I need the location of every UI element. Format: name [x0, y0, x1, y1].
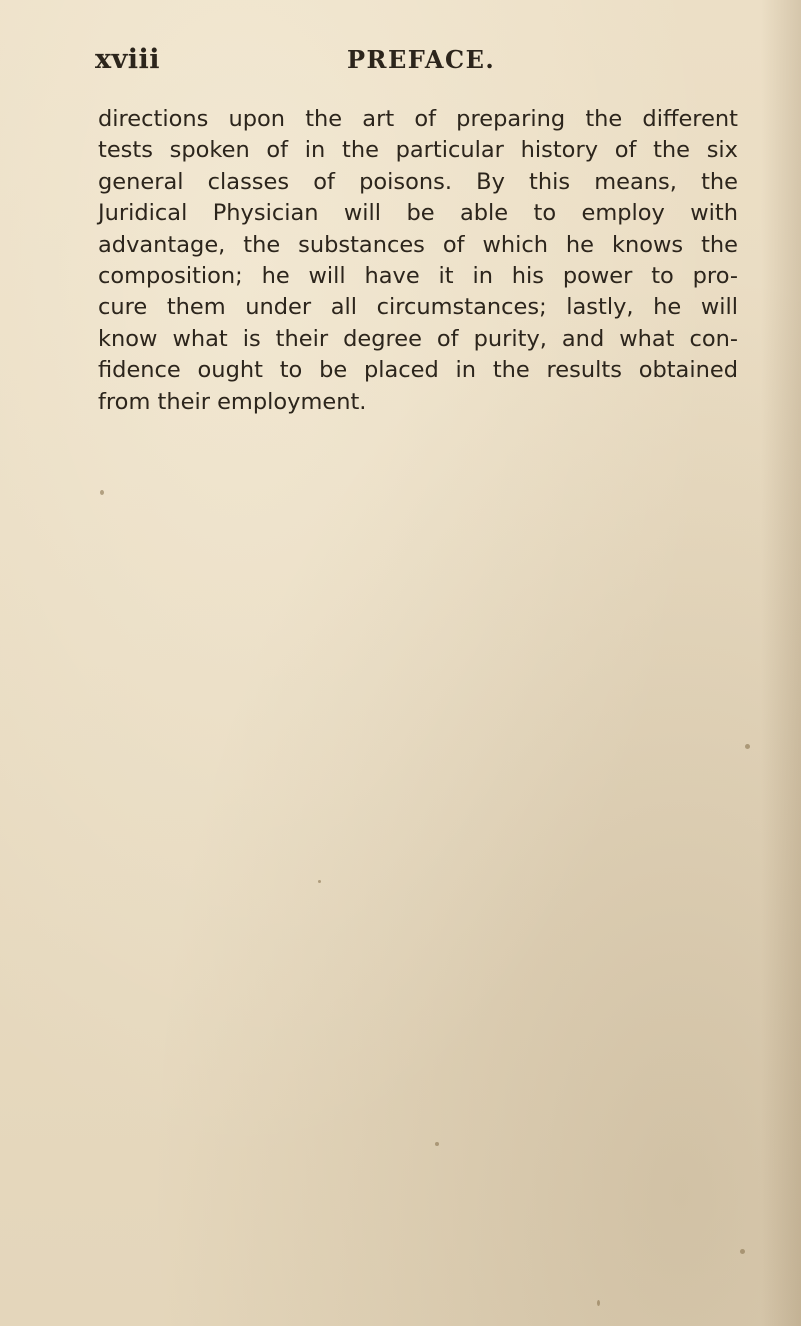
paper-speck: [740, 1249, 745, 1254]
running-head: [95, 44, 735, 84]
page-edge-shadow: [761, 0, 801, 1326]
text-line: from their employment.: [98, 388, 367, 415]
paper-speck: [100, 490, 104, 495]
text-line: tests spoken of in the particular history of the six: [98, 137, 738, 164]
text-line: know what is their degree of purity, and what con-: [98, 325, 738, 352]
paper-speck: [435, 1142, 439, 1146]
text-line: directions upon the art of preparing the different: [98, 106, 738, 132]
paper-speck: [597, 1300, 600, 1306]
paper-speck: [745, 744, 750, 749]
running-title: PREFACE.: [347, 45, 496, 74]
page-number: xviii: [95, 44, 161, 75]
text-line: Juridical Physician will be able to employ with: [98, 200, 738, 227]
body-paragraph: [98, 104, 738, 418]
text-line: advantage, the substances of which he knows the: [98, 231, 738, 258]
text-line: cure them under all circumstances; lastly, he will: [98, 294, 738, 321]
text-line: composition; he will have it in his power to pro-: [98, 262, 738, 289]
text-line: general classes of poisons. By this means, the: [98, 168, 738, 195]
paper-speck: [318, 880, 321, 883]
text-line: fidence ought to be placed in the results obtained: [98, 357, 738, 384]
